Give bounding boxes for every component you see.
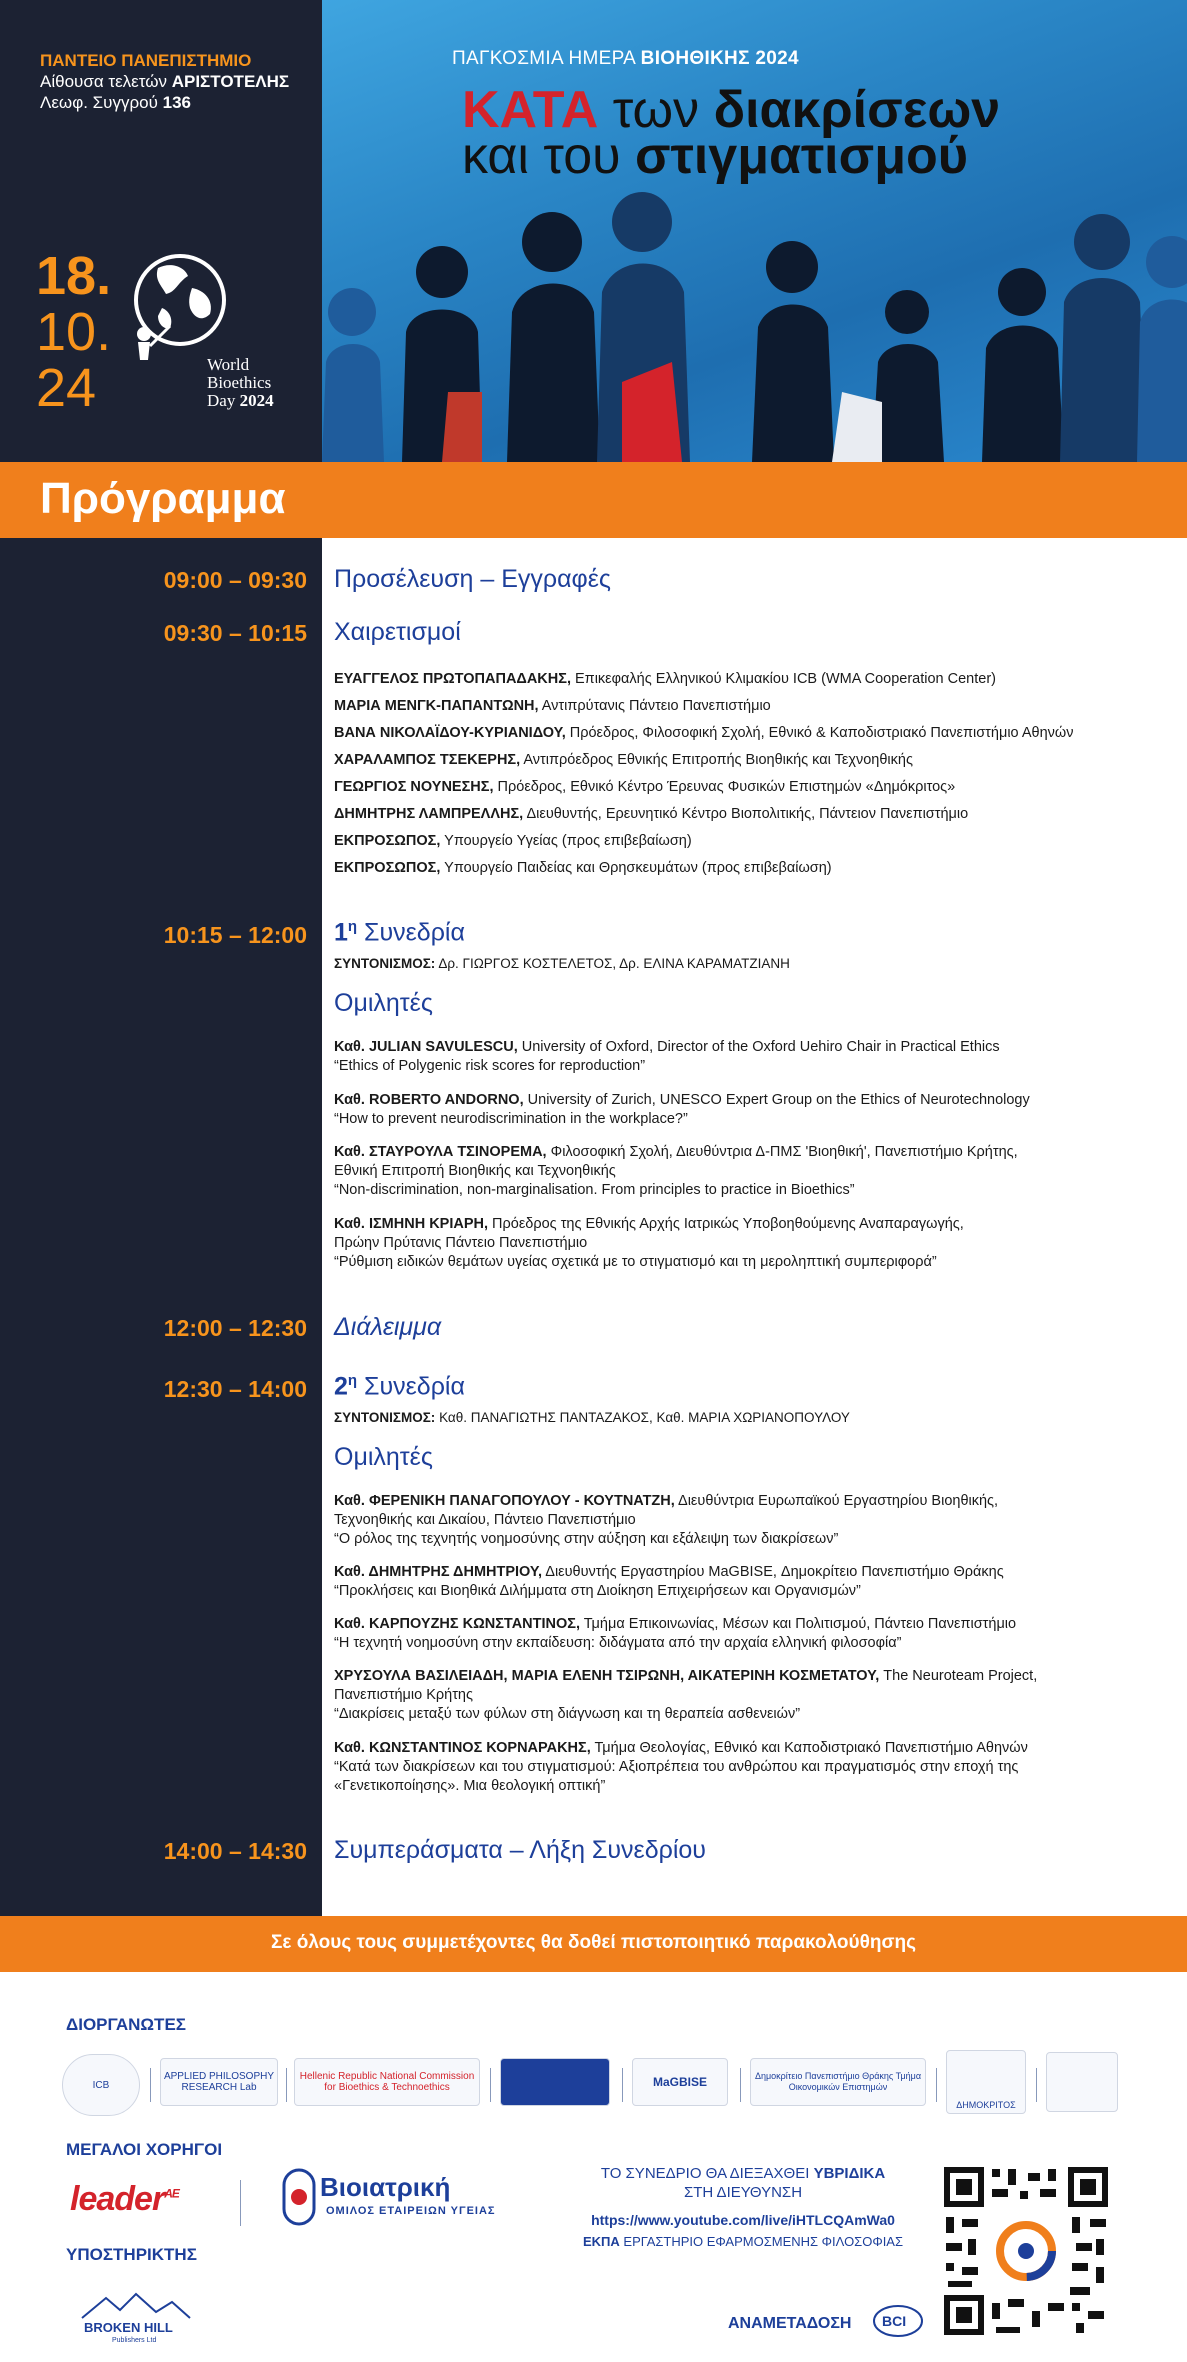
speaker-detail: Πρώην Πρύτανις Πάντειο Πανεπιστήμιο	[334, 1235, 588, 1251]
speaker-detail: Διευθυντής Εργαστηρίου MaGBISE, Δημοκρίτειο Πανεπιστήμιο Θράκης	[542, 1564, 1004, 1580]
title-session-2	[334, 1372, 465, 1401]
speaker-name: Καθ. ROBERTO ANDORNO,	[334, 1092, 524, 1108]
speaker-detail: University of Zurich, UNESCO Expert Group on the Ethics of Neurotechnology	[523, 1092, 1030, 1108]
moderator-label: ΣΥΝΤΟΝΙΣΜΟΣ:	[334, 956, 436, 971]
youtube-link[interactable]: https://www.youtube.com/live/iHTLCQAmWa0	[591, 2212, 895, 2228]
speaker-detail: «Γενετικοποίησης». Μια θεολογική οπτική”	[334, 1778, 606, 1794]
speaker-detail: Διευθύντρια Ευρωπαϊκού Εργαστηρίου Βιοηθικής,	[674, 1493, 999, 1509]
speaker-line	[334, 1777, 605, 1796]
hero-subtitle	[452, 48, 799, 70]
speaker-detail: “Ο ρόλος της τεχνητής νοημοσύνης στην αύξηση και εξάλειψη των διακρίσεων”	[334, 1531, 839, 1547]
speaker-detail: Τμήμα Επικοινωνίας, Μέσων και Πολιτισμού, Πάντειο Πανεπιστήμιο	[580, 1616, 1017, 1632]
session-1-label: Συνεδρία	[357, 918, 465, 947]
globe-icon	[118, 248, 228, 368]
greeting-role: Πρόεδρος, Εθνικό Κέντρο Έρευνας Φυσικών Επιστημών «Δημόκριτος»	[493, 779, 956, 795]
leader-logo-ae: AE	[164, 2186, 179, 2201]
icb-logo: ICB	[62, 2054, 140, 2116]
time-closing: 14:00 – 14:30	[163, 1838, 307, 1864]
speaker-line	[334, 1162, 616, 1181]
greeting-line	[334, 697, 771, 716]
venue-hall-name: ΑΡΙΣΤΟΤΕΛΗΣ	[171, 72, 290, 91]
greeting-role: Αντιπρόεδρος Εθνικής Επιτροπής Βιοηθικής και Τεχνοηθικής	[520, 752, 913, 768]
speaker-line	[334, 1686, 473, 1705]
speaker-detail: Εθνική Επιτροπή Βιοηθικής και Τεχνοηθικής	[334, 1163, 616, 1179]
speaker-name: Καθ. ΔΗΜΗΤΡΗΣ ΔΗΜΗΤΡΙΟΥ,	[334, 1564, 543, 1580]
speaker-line	[334, 1234, 587, 1253]
venue-info	[40, 50, 289, 113]
time-greetings: 09:30 – 10:15	[163, 620, 307, 646]
hero-title-line2	[462, 128, 968, 184]
header-left-panel	[0, 0, 322, 462]
speaker-line	[334, 1181, 855, 1200]
crowd-silhouettes-illustration	[322, 162, 1187, 462]
speaker-detail: The Neuroteam Project,	[879, 1668, 1038, 1684]
greeting-role: Διευθυντής, Ερευνητικό Κέντρο Βιοπολιτικής, Πάντειον Πανεπιστήμιο	[523, 806, 969, 822]
speaker-line	[334, 1057, 645, 1076]
wbd-line2: Bioethics	[207, 373, 272, 392]
title-registration: Προσέλευση – Εγγραφές	[334, 565, 611, 593]
hero-banner	[322, 0, 1187, 462]
speaker-line	[334, 1143, 1018, 1162]
speaker-line	[334, 1091, 1030, 1110]
greeting-name: ΧΑΡΑΛΑΜΠΟΣ ΤΣΕΚΕΡΗΣ,	[334, 752, 521, 768]
speaker-line	[334, 1582, 861, 1601]
logo-divider	[286, 2068, 287, 2102]
greeting-line	[334, 670, 996, 689]
time-session-1: 10:15 – 12:00	[163, 922, 307, 948]
speaker-line	[334, 1634, 901, 1653]
greeting-line	[334, 778, 955, 797]
venue-hall-label: Αίθουσα τελετών	[40, 72, 172, 91]
logo-divider	[622, 2068, 623, 2102]
speaker-name: Καθ. ΙΣΜΗΝΗ ΚΡΙΑΡΗ,	[334, 1216, 489, 1232]
date-month: 10.	[36, 302, 112, 362]
ekpa-bold: ΕΚΠΑ	[582, 2234, 620, 2249]
wbd-day: Day	[207, 391, 240, 410]
speaker-line	[334, 1253, 937, 1272]
time-break: 12:00 – 12:30	[163, 1315, 307, 1341]
wbd-line1: World	[207, 355, 250, 374]
speakers-label-session-1: Ομιλητές	[334, 989, 433, 1017]
speaker-detail: University of Oxford, Director of the Oxford Uehiro Chair in Practical Ethics	[517, 1039, 1000, 1055]
speaker-line	[334, 1038, 1000, 1057]
venue-university: ΠΑΝΤΕΙΟ ΠΑΝΕΠΙΣΤΗΜΙΟ	[40, 51, 252, 70]
speaker-detail: “Κατά των διακρίσεων και του στιγματισμού: Αξιοπρέπεια του ανθρώπου και πραγματισμός στην εποχή της	[334, 1759, 1019, 1775]
speaker-detail: “Διακρίσεις μεταξύ των φύλων στη διάγνωση και τη θεραπεία ασθενειών”	[334, 1706, 801, 1722]
time-registration: 09:00 – 09:30	[163, 567, 307, 593]
speaker-line	[334, 1110, 688, 1129]
moderator-label: ΣΥΝΤΟΝΙΣΜΟΣ:	[334, 1410, 436, 1425]
logo-divider	[490, 2068, 491, 2102]
moderators-session-1	[334, 956, 790, 971]
speaker-detail: Τμήμα Θεολογίας, Εθνικό και Καποδιστριακό Πανεπιστήμιο Αθηνών	[590, 1740, 1028, 1756]
session-2-number: 2	[334, 1372, 348, 1401]
qr-code-icon[interactable]	[940, 2163, 1112, 2339]
speaker-line	[334, 1667, 1037, 1686]
session-1-ordinal: η	[347, 918, 358, 935]
greeting-name: ΓΕΩΡΓΙΟΣ ΝΟΥΝΕΣΗΣ,	[334, 779, 494, 795]
duth-logo: Δημοκρίτειο Πανεπιστήμιο Θράκης Τμήμα Οικονομικών Επιστημών	[750, 2058, 926, 2106]
magbise-logo: MaGBISE	[632, 2058, 728, 2106]
speaker-name: Καθ. ΣΤΑΥΡΟΥΛΑ ΤΣΙΝΟΡΕΜΑ,	[334, 1144, 547, 1160]
demokritos-logo: ΔΗΜΟΚΡΙΤΟΣ	[946, 2050, 1026, 2114]
retransmission-label: ΑΝΑΜΕΤΑΔΟΣΗ	[728, 2315, 852, 2332]
speaker-detail: “Προκλήσεις και Βιοηθικά Διλήμματα στη Διοίκηση Επιχειρήσεων και Οργανισμών”	[334, 1583, 861, 1599]
venue-address	[40, 92, 289, 113]
speaker-line	[334, 1758, 1018, 1777]
speaker-line	[334, 1530, 838, 1549]
broken-hill-name: BROKEN HILL	[84, 2320, 173, 2335]
certificate-notice-bar	[0, 1916, 1187, 1972]
hero-subtitle-text: ΠΑΓΚΟΣΜΙΑ ΗΜΕΡΑ	[452, 48, 641, 69]
hybrid-line1	[560, 2164, 926, 2183]
speakers-label-session-2: Ομιλητές	[334, 1443, 433, 1471]
date-day: 18.	[36, 246, 112, 306]
greeting-role: Υπουργείο Υγείας (προς επιβεβαίωση)	[440, 833, 692, 849]
speaker-detail: “Ρύθμιση ειδικών θεμάτων υγείας σχετικά με το στιγματισμό και τη μεροληπτική συμπεριφορά”	[334, 1254, 937, 1270]
session-2-label: Συνεδρία	[357, 1372, 465, 1401]
hybrid-bold: ΥΒΡΙΔΙΚΑ	[813, 2165, 886, 2182]
schedule	[0, 538, 1187, 1916]
hellenic-commission-logo: Hellenic Republic National Commission for Bioethics & Technoethics	[294, 2058, 480, 2106]
title-closing: Συμπεράσματα – Λήξη Συνεδρίου	[334, 1836, 706, 1864]
wbd-line3	[207, 392, 274, 410]
greeting-role: Πρόεδρος, Φιλοσοφική Σχολή, Εθνικό & Καποδιστριακό Πανεπιστήμιο Αθηνών	[565, 725, 1074, 741]
hero-title-diakriseon: διακρίσεων	[713, 81, 1001, 139]
speaker-line	[334, 1563, 1004, 1582]
broken-hill-sub: Publishers Ltd	[112, 2337, 157, 2344]
greeting-name: ΒΑΝΑ ΝΙΚΟΛΑΪΔΟΥ-ΚΥΡΙΑΝΙΔΟΥ,	[334, 725, 566, 741]
certificate-notice: Σε όλους τους συμμετέχοντες θα δοθεί πιστοποιητικό παρακολούθησης	[271, 1932, 916, 1953]
speaker-detail: “Non-discrimination, non-marginalisation. From principles to practice in Bioethics”	[334, 1182, 855, 1198]
greeting-line	[334, 805, 968, 824]
hero-title-kata: ΚΑΤΑ	[462, 81, 599, 139]
wbd-year: 2024	[239, 391, 274, 410]
hero-title-stigmatismou: στιγματισμού	[635, 127, 969, 185]
speaker-line	[334, 1511, 636, 1530]
speaker-detail: “Η τεχνητή νοημοσύνη στην εκπαίδευση: διδάγματα από την αρχαία ελληνική φιλοσοφία”	[334, 1635, 902, 1651]
speaker-detail: “How to prevent neurodiscrimination in the workplace?”	[334, 1111, 688, 1127]
speaker-name: Καθ. ΦΕΡΕΝΙΚΗ ΠΑΝΑΓΟΠΟΥΛΟΥ - ΚΟΥΤΝΑΤΖΗ,	[334, 1493, 675, 1509]
speaker-detail: Πανεπιστήμιο Κρήτης	[334, 1687, 473, 1703]
leader-logo	[70, 2180, 179, 2219]
venue-street: Λεωφ. Συγγρού	[40, 93, 163, 112]
speaker-detail: Τεχνοηθικής και Δικαίου, Πάντειο Πανεπιστήμιο	[334, 1512, 636, 1528]
speaker-name: Καθ. JULIAN SAVULESCU,	[334, 1039, 518, 1055]
greeting-name: ΕΥΑΓΓΕΛΟΣ ΠΡΩΤΟΠΑΠΑΔΑΚΗΣ,	[334, 671, 571, 687]
speaker-line	[334, 1739, 1028, 1758]
hybrid-notice	[560, 2164, 926, 2202]
greeting-role: Αντιπρύτανις Πάντειο Πανεπιστήμιο	[538, 698, 771, 714]
bci-text: BCI	[882, 2313, 907, 2329]
hero-title-ton: των	[598, 81, 714, 139]
bioiatriki-name: Βιοιατρική	[320, 2172, 451, 2202]
venue-hall	[40, 71, 289, 92]
date-year: 24	[36, 358, 97, 418]
venue-number: 136	[162, 93, 192, 112]
speaker-name: ΧΡΥΣΟΥΛΑ ΒΑΣΙΛΕΙΑΔΗ, ΜΑΡΙΑ ΕΛΕΝΗ ΤΣΙΡΩΝΗ, ΑΙΚΑΤΕΡΙΝΗ ΚΟΣΜΕΤΑΤΟΥ,	[334, 1668, 880, 1684]
speaker-line	[334, 1492, 998, 1511]
greeting-role: Υπουργείο Παιδείας και Θρησκευμάτων (προς επιβεβαίωση)	[440, 860, 832, 876]
speaker-line	[334, 1215, 964, 1234]
applied-philosophy-logo: APPLIED PHILOSOPHY RESEARCH Lab	[160, 2058, 278, 2106]
greeting-name: ΕΚΠΡΟΣΩΠΟΣ,	[334, 860, 441, 876]
greeting-line	[334, 832, 692, 851]
program-title: Πρόγραμμα	[40, 474, 286, 523]
broken-hill-logo-icon	[76, 2288, 196, 2344]
logo-divider	[936, 2068, 937, 2102]
logo-divider	[150, 2068, 151, 2102]
greeting-line	[334, 859, 832, 878]
speaker-line	[334, 1615, 1016, 1634]
greeting-role: Επικεφαλής Ελληνικού Κλιμακίου ICB (WMA Cooperation Center)	[570, 671, 996, 687]
speaker-name: Καθ. ΚΑΡΠΟΥΖΗΣ ΚΩΝΣΤΑΝΤΙΝΟΣ,	[334, 1616, 580, 1632]
session-1-number: 1	[334, 918, 348, 947]
supporter-label: ΥΠΟΣΤΗΡΙΚΤΗΣ	[66, 2245, 197, 2264]
organizers-label: ΔΙΟΡΓΑΝΩΤΕΣ	[66, 2015, 186, 2034]
title-greetings: Χαιρετισμοί	[334, 618, 461, 646]
session-2-ordinal: η	[347, 1372, 358, 1389]
greeting-line	[334, 724, 1073, 743]
event-header	[0, 0, 1187, 462]
greeting-name: ΜΑΡΙΑ ΜΕΝΓΚ-ΠΑΠΑΝΤΩΝΗ,	[334, 698, 539, 714]
title-session-1	[334, 918, 465, 947]
bci-logo-icon	[872, 2304, 924, 2338]
moderators-session-2	[334, 1410, 850, 1425]
moderator-names: Δρ. ΓΙΩΡΓΟΣ ΚΟΣΤΕΛΕΤΟΣ, Δρ. ΕΛΙΝΑ ΚΑΡΑΜΑΤΖΙΑΝΗ	[435, 956, 790, 971]
biopolitics-logo	[500, 2058, 610, 2106]
logo-divider	[740, 2068, 741, 2102]
speaker-detail: Πρόεδρος της Εθνικής Αρχής Ιατρικώς Υποβοηθούμενης Αναπαραγωγής,	[488, 1216, 964, 1232]
logo-divider	[1036, 2068, 1037, 2102]
hybrid-text: ΤΟ ΣΥΝΕΔΡΙΟ ΘΑ ΔΙΕΞΑΧΘΕΙ	[600, 2165, 814, 2182]
hybrid-line2: ΣΤΗ ΔΙΕΥΘΥΝΣΗ	[683, 2184, 803, 2201]
ekpa-text: ΕΡΓΑΣΤΗΡΙΟ ΕΦΑΡΜΟΣΜΕΝΗΣ ΦΙΛΟΣΟΦΙΑΣ	[619, 2234, 904, 2249]
greeting-name: ΔΗΜΗΤΡΗΣ ΛΑΜΠΡΕΛΛΗΣ,	[334, 806, 524, 822]
sponsors-label: ΜΕΓΑΛΟΙ ΧΟΡΗΓΟΙ	[66, 2140, 223, 2159]
speaker-line	[334, 1705, 800, 1724]
hero-subtitle-bold: ΒΙΟΗΘΙΚΗΣ 2024	[640, 48, 799, 69]
title-break: Διάλειμμα	[334, 1313, 442, 1341]
speaker-detail: “Ethics of Polygenic risk scores for reproduction”	[334, 1058, 646, 1074]
sponsor-divider	[240, 2180, 241, 2226]
time-session-2: 12:30 – 14:00	[163, 1376, 307, 1402]
biopolitics-center-logo	[1046, 2052, 1118, 2112]
hero-title-kai-tou: και του	[462, 127, 636, 185]
speaker-name: Καθ. ΚΩΝΣΤΑΝΤΙΝΟΣ ΚΟΡΝΑΡΑΚΗΣ,	[334, 1740, 591, 1756]
greeting-name: ΕΚΠΡΟΣΩΠΟΣ,	[334, 833, 441, 849]
event-date	[36, 248, 111, 416]
ekpa-lab	[560, 2234, 926, 2249]
moderator-names: Καθ. ΠΑΝΑΓΙΩΤΗΣ ΠΑΝΤΑΖΑΚΟΣ, Καθ. ΜΑΡΙΑ ΧΩΡΙΑΝΟΠΟΥΛΟΥ	[435, 1410, 850, 1425]
program-header-bar	[0, 462, 1187, 538]
speaker-detail: Φιλοσοφική Σχολή, Διευθύντρια Δ-ΠΜΣ 'Βιοηθική', Πανεπιστήμιο Κρήτης,	[546, 1144, 1018, 1160]
world-bioethics-day-logo	[207, 356, 274, 410]
bioiatriki-subtitle: ΟΜΙΛΟΣ ΕΤΑΙΡΕΙΩΝ ΥΓΕΙΑΣ	[326, 2205, 496, 2217]
greeting-line	[334, 751, 913, 770]
leader-logo-text: leader	[70, 2180, 165, 2218]
